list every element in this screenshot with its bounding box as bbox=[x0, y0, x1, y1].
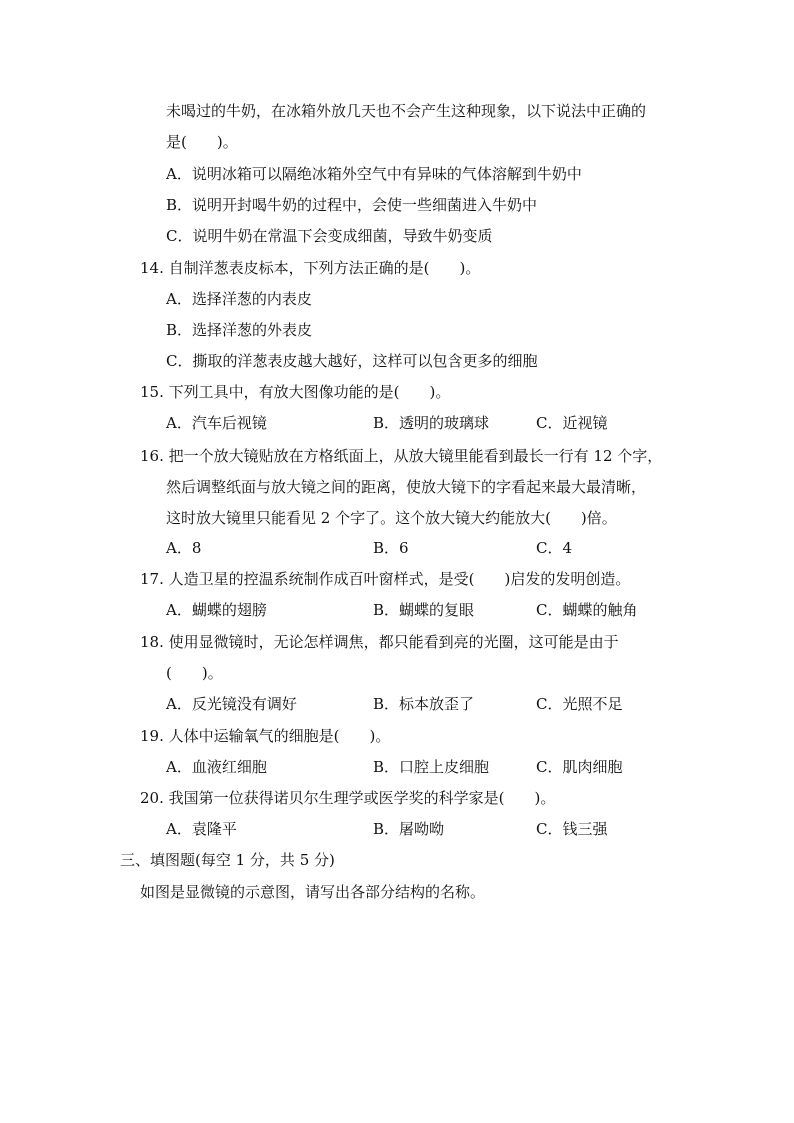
q19-option-a[interactable]: A．血液红细胞 bbox=[166, 758, 267, 776]
q16-line-3: 这时放大镜里只能看见 2 个字了。这个放大镜大约能放大( )倍。 bbox=[166, 509, 617, 527]
q15-option-c[interactable]: C．近视镜 bbox=[536, 414, 608, 432]
q15-text: 15. 下列工具中，有放大图像功能的是( )。 bbox=[140, 383, 451, 401]
q14-option-a[interactable]: A．选择洋葱的内表皮 bbox=[166, 290, 312, 308]
q16-option-a[interactable]: A．8 bbox=[166, 539, 202, 557]
section-3-heading: 三、填图题(每空 1 分，共 5 分) bbox=[120, 851, 335, 869]
q19-text: 19. 人体中运输氧气的细胞是( )。 bbox=[140, 727, 391, 745]
q14-text: 14. 自制洋葱表皮标本，下列方法正确的是( )。 bbox=[140, 259, 481, 277]
q18-line-2: ( )。 bbox=[166, 664, 223, 682]
q16-option-c[interactable]: C．4 bbox=[536, 539, 573, 557]
q18-option-a[interactable]: A．反光镜没有调好 bbox=[166, 695, 297, 713]
q18-line-1: 18. 使用显微镜时，无论怎样调焦，都只能看到亮的光圈，这可能是由于 bbox=[140, 633, 619, 651]
q17-option-a[interactable]: A．蝴蝶的翅膀 bbox=[166, 601, 267, 619]
q15-option-a[interactable]: A．汽车后视镜 bbox=[166, 414, 267, 432]
q13-option-a[interactable]: A．说明冰箱可以隔绝冰箱外空气中有异味的气体溶解到牛奶中 bbox=[166, 165, 582, 183]
q13-continuation-line-1: 未喝过的牛奶，在冰箱外放几天也不会产生这种现象，以下说法中正确的 bbox=[166, 102, 647, 120]
q18-option-c[interactable]: C．光照不足 bbox=[536, 695, 623, 713]
q20-option-a[interactable]: A．袁隆平 bbox=[166, 820, 237, 838]
q17-option-c[interactable]: C．蝴蝶的触角 bbox=[536, 601, 638, 619]
q16-line-1: 16. 把一个放大镜贴放在方格纸面上，从放大镜里能看到最长一行有 12 个字， bbox=[140, 447, 663, 465]
q20-text: 20. 我国第一位获得诺贝尔生理学或医学奖的科学家是( )。 bbox=[140, 789, 556, 807]
q13-continuation-line-2: 是( )。 bbox=[166, 133, 238, 151]
q17-option-b[interactable]: B．蝴蝶的复眼 bbox=[373, 601, 475, 619]
q13-option-c[interactable]: C．说明牛奶在常温下会变成细菌，导致牛奶变质 bbox=[166, 227, 493, 245]
q18-option-b[interactable]: B．标本放歪了 bbox=[373, 695, 475, 713]
section-3-instruction: 如图是显微镜的示意图，请写出各部分结构的名称。 bbox=[140, 883, 486, 901]
q20-option-b[interactable]: B．屠呦呦 bbox=[373, 820, 445, 838]
q14-option-b[interactable]: B．选择洋葱的外表皮 bbox=[166, 321, 313, 339]
q14-option-c[interactable]: C．撕取的洋葱表皮越大越好，这样可以包含更多的细胞 bbox=[166, 352, 538, 370]
q13-option-b[interactable]: B．说明开封喝牛奶的过程中，会使一些细菌进入牛奶中 bbox=[166, 196, 538, 214]
q16-line-2: 然后调整纸面与放大镜之间的距离，使放大镜下的字看起来最大最清晰， bbox=[166, 478, 647, 496]
q16-option-b[interactable]: B．6 bbox=[373, 539, 409, 557]
q17-text: 17. 人造卫星的控温系统制作成百叶窗样式，是受( )启发的发明创造。 bbox=[140, 570, 631, 588]
q15-option-b[interactable]: B．透明的玻璃球 bbox=[373, 414, 490, 432]
q20-option-c[interactable]: C．钱三强 bbox=[536, 820, 608, 838]
q19-option-c[interactable]: C．肌肉细胞 bbox=[536, 758, 623, 776]
q19-option-b[interactable]: B．口腔上皮细胞 bbox=[373, 758, 490, 776]
